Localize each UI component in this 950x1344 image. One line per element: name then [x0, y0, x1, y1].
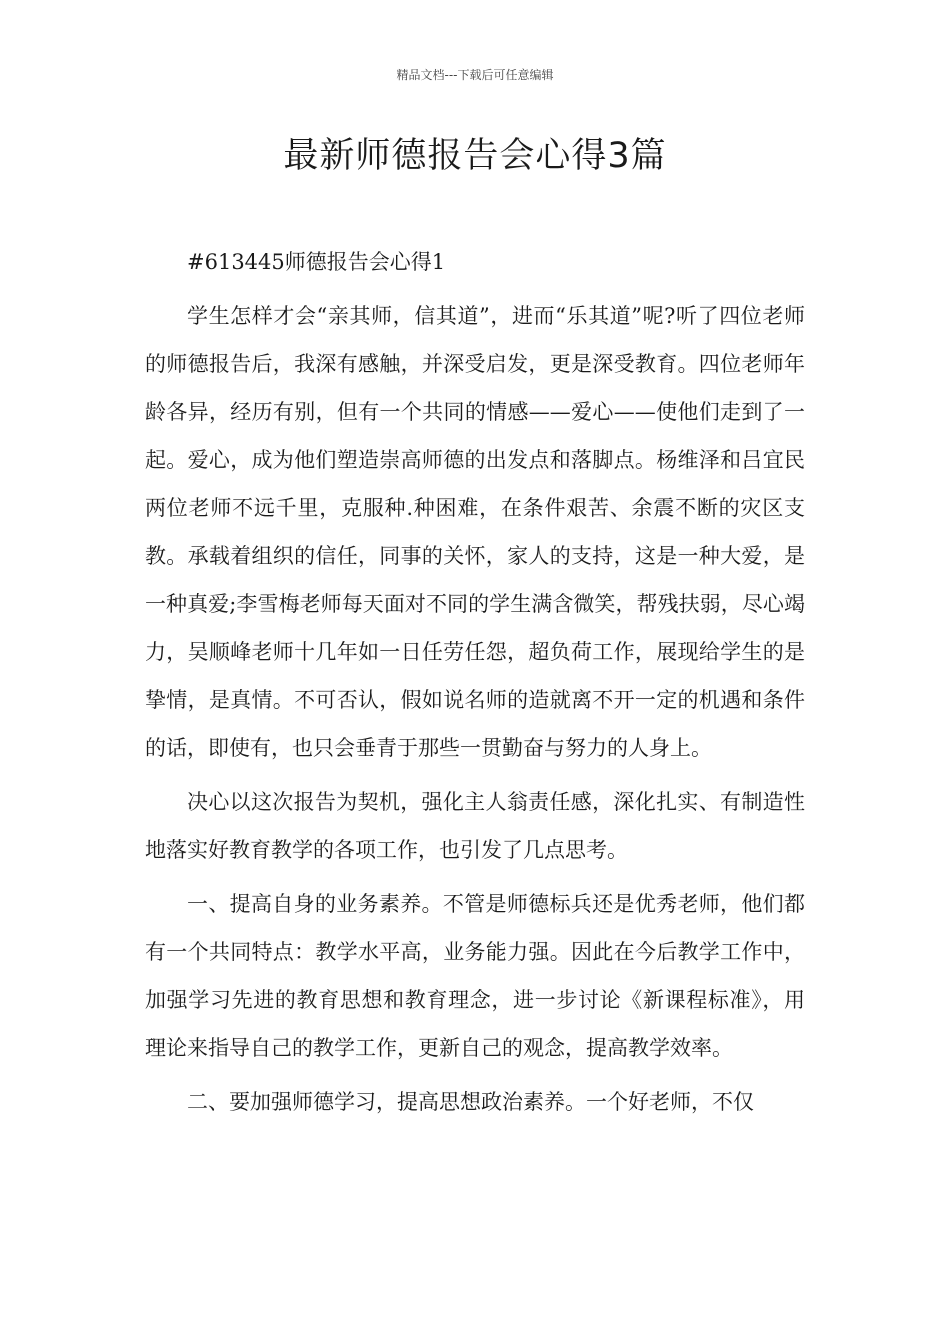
- document-title: 最新师德报告会心得3篇: [283, 136, 667, 176]
- paragraph-2: 决心以这次报告为契机，强化主人翁责任感，深化扎实、有制造性地落实好教育教学的各项工作，也引发了几点思考。: [145, 790, 805, 862]
- paragraph-1: 学生怎样才会“亲其师，信其道”，进而“乐其道”呢?听了四位老师的师德报告后，我深有感触，并深受启发，更是深受教育。四位老师年龄各异，经历有别，但有一个共同的情感——爱心——使他们走到了一起。爱心，成为他们塑造崇高师德的出发点和落脚点。杨维泽和吕宜民两位老师不远千里，克服种.种困难，在条件艰苦、余震不断的灾区支教。承载着组织的信任，同事的关怀，家人的支持，这是一种大爱，是一种真爱;李雪梅老师每天面对不同的学生满含微笑，帮残扶弱，尽心竭力，吴顺峰老师十几年如一日任劳任怨，超负荷工作，展现给学生的是挚情，是真情。不可否认，假如说名师的造就离不开一定的机遇和条件的话，即使有，也只会垂青于那些一贯勤奋与努力的人身上。: [145, 304, 805, 760]
- header-note: 精品文档---下载后可任意编辑: [396, 68, 554, 82]
- section-subheading: #613445师德报告会心得1: [187, 250, 446, 274]
- paragraph-4: 二、要加强师德学习，提高思想政治素养。一个好老师，不仅: [187, 1090, 754, 1114]
- document-body: [145, 238, 805, 1132]
- paragraph-3: 一、提高自身的业务素养。不管是师德标兵还是优秀老师，他们都有一个共同特点：教学水平高，业务能力强。因此在今后教学工作中，加强学习先进的教育思想和教育理念，进一步讨论《新课程标准》，用理论来指导自己的教学工作，更新自己的观念，提高教学效率。: [145, 892, 805, 1060]
